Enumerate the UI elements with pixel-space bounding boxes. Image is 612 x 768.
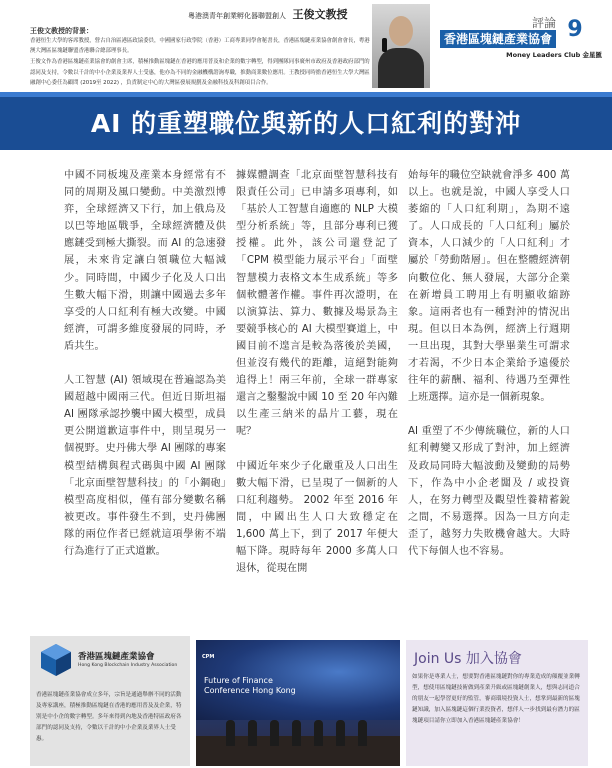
association-panel — [30, 636, 190, 766]
article-column-1 — [64, 167, 226, 577]
article-paragraph: 中國近年來少子化嚴重及人口出生數大幅下滑，已呈現了一個新的人口紅利趨勢。 2002 年至 2016 年間，中國出生人口大致穩定在 1,600 萬上下，到了 2017 年便大幅下降。現時每年 2000 多萬人口退休，從現在開 — [236, 460, 398, 575]
title-band — [0, 92, 612, 150]
conference-title-line: Conference Hong Kong — [204, 686, 296, 695]
conference-photo — [196, 640, 400, 766]
footer-panels — [0, 626, 612, 768]
author-photo — [372, 4, 430, 88]
article-column-2 — [236, 167, 398, 594]
conference-title — [204, 676, 296, 696]
association-logo-icon — [38, 642, 74, 678]
author-bio — [30, 36, 370, 89]
page-number: 9 — [567, 17, 583, 42]
conference-logo: CPM — [202, 654, 215, 660]
association-name-en: Hong Kong Blockchain Industry Association — [78, 663, 178, 668]
article-paragraph: 人工智慧 (AI) 領域現在普遍認為美國超越中國兩三代。但近日斯坦福 AI 團隊承認抄襲中國大模型，成員更公開道歉這事件中，則呈現另一個視野。史丹佛大學 AI 團隊的專案模型結構與程式碼與中國 AI 團隊「北京面壁智慧科技」的「小鋼砲」模型高度相似，僅有部分變數名稱被更改。事件發生不到，史丹佛團隊的兩位作者已經就這項學術不端行為進行了正式道歉。 — [64, 375, 226, 557]
article-paragraph: 據媒體調查「北京面壁智慧科技有限責任公司」已申請多項專利，如「基於人工智慧自適應的 NLP 大模型分析系統」等，且部分專利已獲授權。此外，該公司還登記了「CPM 模型能力展示平台」「面壁智慧模力表格文本生成系統」等多個軟體著作權。事件再次證明，在以演算法、算力、數據及場景為主要競爭核心的 AI 大模型賽道上，中國目前不遑言是較為落後於美國，但並沒有幾代的距離，這絕對能夠追得上！兩三年前，全球一群專家還言之鑿鑿說中國 10 至 20 年內難以生產三納米的晶片工藝，現在呢？ — [236, 170, 398, 438]
association-description: 香港區塊鏈產業協會成立多年，宗旨是通過舉辦不同的活動及專家講座，積極推動區塊鏈在香港的應用普及及企業，特別是中小企的數字轉型。多年來得到內地及香港特區政府各部門的認同及支持，令數以千計的中小企業及業界人士受惠。 — [36, 692, 182, 742]
section-marker — [440, 6, 612, 58]
conference-title-line: Future of Finance — [204, 676, 273, 685]
bio-title: 王俊文教授的背景： — [30, 27, 93, 35]
join-title: Join Us 加入協會 — [414, 651, 522, 667]
microphone-icon — [382, 38, 387, 52]
section-name: 香港區塊鏈產業協會 — [440, 30, 556, 48]
article-paragraph: AI 重塑了不少傳統職位，新的人口紅利轉變又形成了對沖，加上經濟及政局同時大幅波動及變動的局勢下，作為中小企老闆及 / 或投資人，在努力轉型及觀望性養精蓄銳之間，不易選擇。因為一旦方向走歪了，越努力失敗機會越大。大時代下每個人也不容易。 — [408, 426, 570, 557]
section-label: 評論 — [531, 16, 556, 30]
author-affiliation: 粵港澳青年創業孵化器聯盟創人 — [188, 12, 286, 20]
article-column-3 — [408, 167, 570, 577]
bio-paragraph: 香港恒生大學的客席教授，營古自治區港區政協委員，中國國家行政學院（香港）工商專業同學會秘書長，香港區塊鏈產業協會創會會長，粵港澳大灣區區塊鏈聯盟香港聯合總部理事長。 — [30, 38, 370, 55]
article-header — [0, 0, 612, 92]
association-name: 香港區塊鏈產業協會 — [78, 652, 155, 662]
join-text: 如果你是專業人士，想要對香港區塊鏈對你的專業造成的顛覆並業轉型，想使用區塊鏈技術做到產業升級或區塊鏈創業人，想與志同道合的朋友一起學習更好的監管，審商環境投資人士，想掌到最新的區塊鏈知識，加入區塊鏈這個行業投資者，想伴人一步找到最有潛力的區塊鏈項目請你立即加入香港區塊鏈產業協會！ — [412, 674, 580, 724]
article-paragraph: 中國不同板塊及產業本身經常有不同的周期及風口變動。中美激烈博弈，全球經濟又下行，加上俄烏及以巴等地區戰爭，全球經濟體及供應鏈受到極大撕裂。而 AI 的急速發展，未來肯定讓白領職位大幅減少。同時間，中國少子化及人口出生數大幅下滑，則讓中國過去多年享受的人口紅利有極大改變。中國經濟，可謂多維度發展的同時，矛盾共生。 — [64, 170, 226, 352]
author-line — [188, 6, 348, 22]
bio-paragraph: 王俊文作為香港區塊鏈產業協會的創會主席，積極推動區塊鏈在香港的應用普及和企業的數字轉型，得到團隊同事廣州市政府及香港政府部門的認同及支持，令數以千計的中小企業及業界人士受惠，他亦為不同的金融機構諮詢專職，推動商業數位應用。王教授同時擔香港恒生大學大灣區融創中心委任為顧問 (2019至 2022) ，負責制定中心的大灣區發展規劃及金融科技及科創項目合作。 — [30, 59, 370, 86]
club-name: Money Leaders Club 金星匯 — [506, 51, 602, 59]
join-panel — [406, 640, 588, 766]
article-title: AI 的重塑職位與新的人口紅利的對沖 — [90, 109, 522, 138]
article-paragraph: 始每年的職位空缺就會淨多 400 萬以上。也就是說，中國人享受人口萎縮的「人口紅利期」，為期不遠了。人口成長的「人口紅利」屬於資本，人口減少的「人口紅利」才屬於「勞動階層」。但在整體經濟朝向數位化、無人發展，大部分企業在新增員工聘用上有明顯收縮跡象。這兩者也有一種對沖的情況出現。但以日本為例，經濟上行週期一旦出現，其對大學畢業生可謂求才若渴，不少日本企業給予遠優於往年的薪酬、福利、待遇乃至彈性上班選擇。這亦是一個新現象。 — [408, 170, 570, 404]
author-name: 王俊文教授 — [292, 8, 348, 21]
